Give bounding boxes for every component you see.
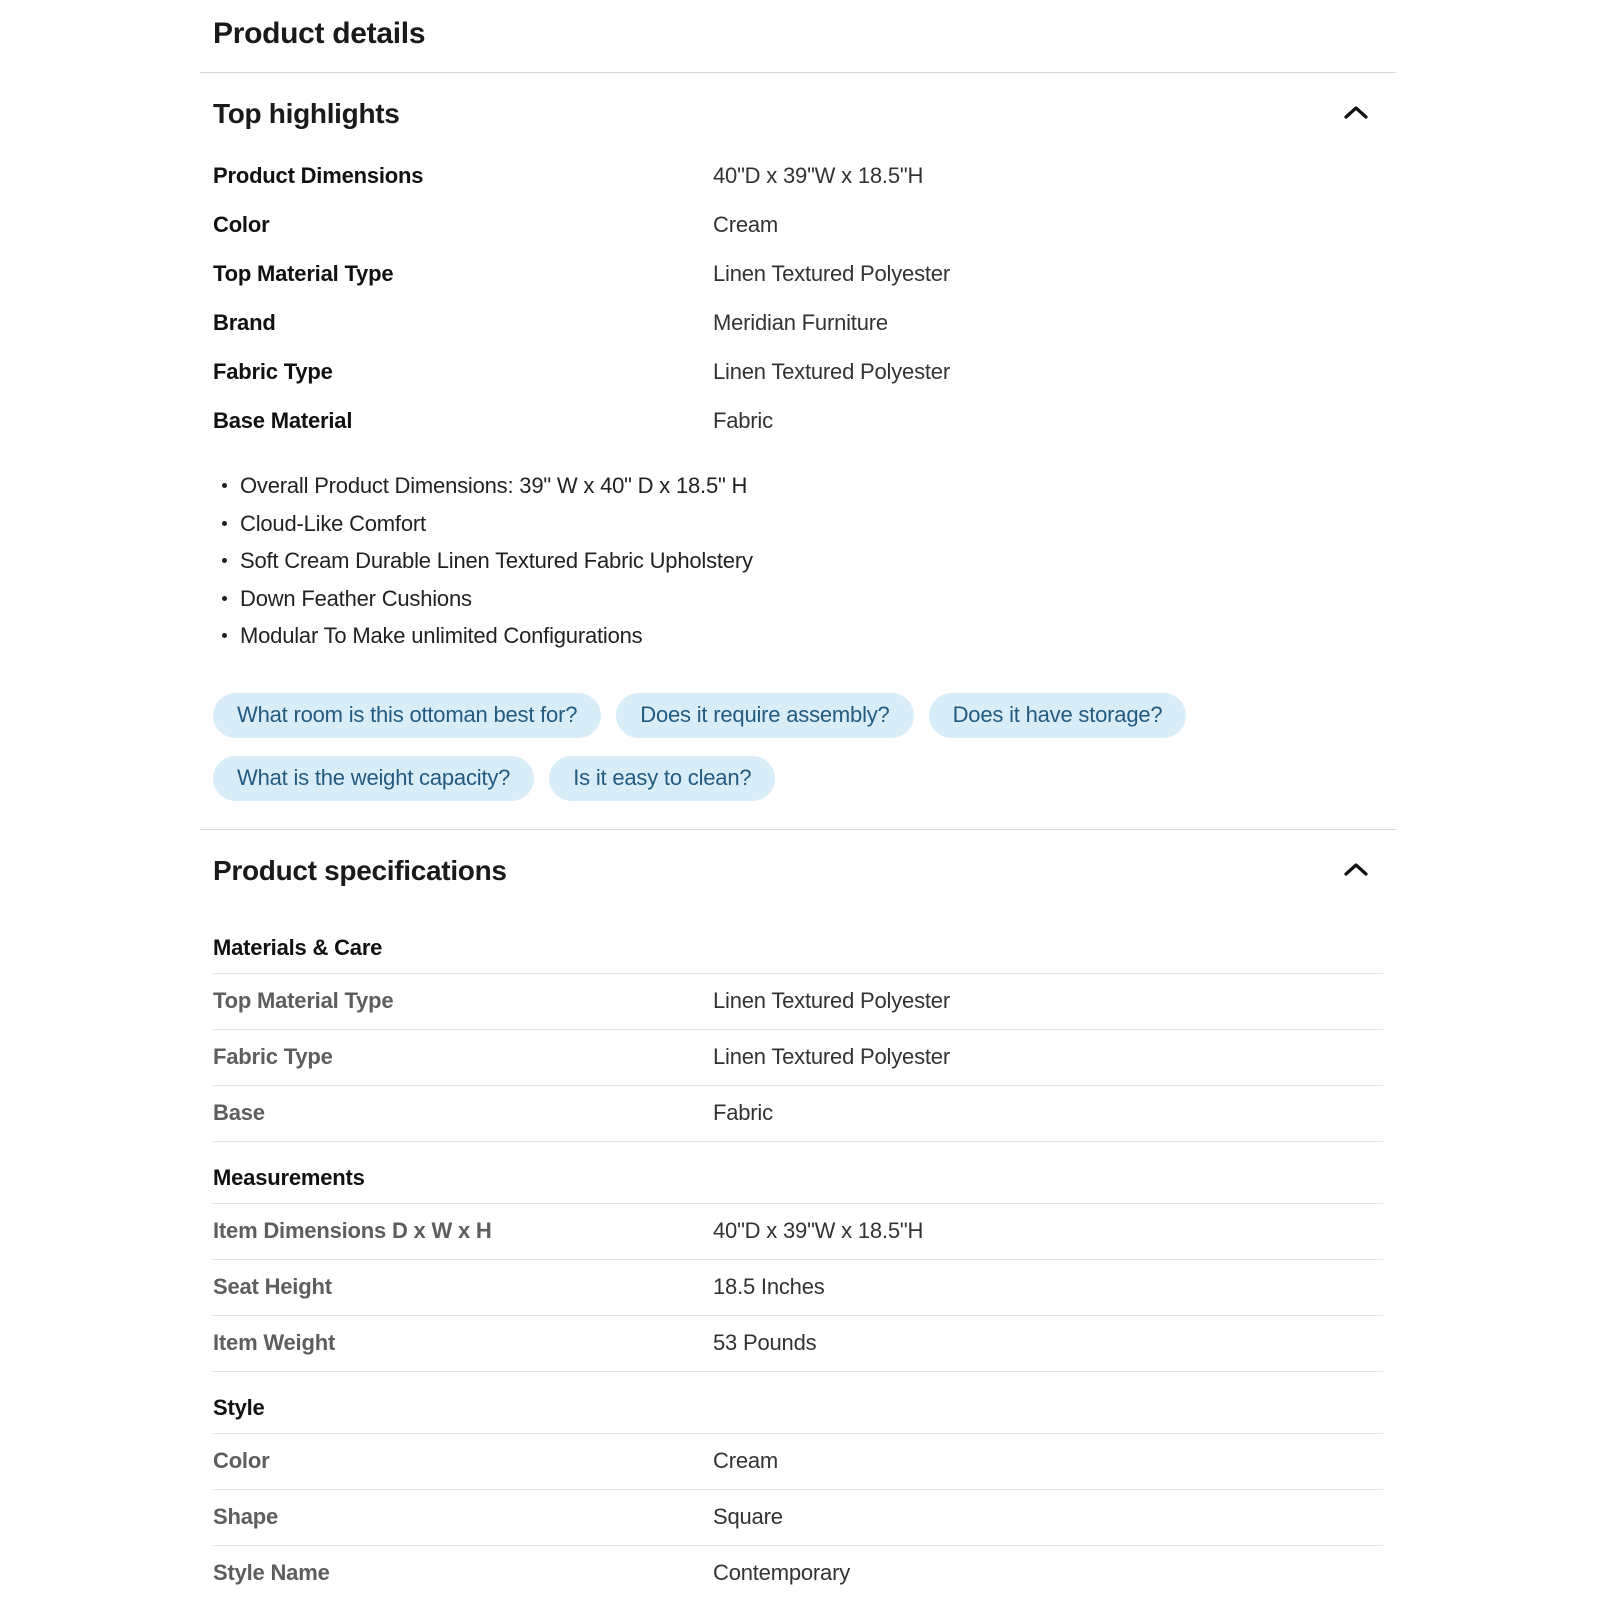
spec-value: Linen Textured Polyester bbox=[713, 1044, 950, 1069]
page-title: Product details bbox=[213, 17, 426, 50]
feature-bullet: Soft Cream Durable Linen Textured Fabric Upholstery bbox=[213, 542, 1383, 580]
spec-group-heading-style: Style bbox=[213, 1372, 1383, 1434]
product-specifications-section bbox=[200, 830, 1396, 1600]
spec-value: Square bbox=[713, 1504, 783, 1529]
spec-row bbox=[213, 1030, 1383, 1086]
spec-label: Base bbox=[213, 1100, 265, 1125]
spec-row bbox=[213, 1546, 1383, 1600]
highlight-label: Fabric Type bbox=[213, 358, 333, 384]
specification-groups bbox=[200, 912, 1396, 1600]
highlight-row bbox=[213, 396, 1383, 445]
feature-bullet: Overall Product Dimensions: 39" W x 40" D x 18.5" H bbox=[213, 467, 1383, 505]
chevron-up-icon bbox=[1343, 105, 1369, 120]
feature-bullet: Cloud-Like Comfort bbox=[213, 505, 1383, 543]
highlight-label: Top Material Type bbox=[213, 260, 394, 286]
highlight-row bbox=[213, 200, 1383, 249]
highlight-label: Brand bbox=[213, 309, 276, 335]
spec-label: Seat Height bbox=[213, 1274, 332, 1299]
highlight-value: Cream bbox=[713, 211, 779, 237]
highlight-label: Product Dimensions bbox=[213, 162, 424, 188]
top-highlights-section bbox=[200, 73, 1396, 801]
spec-row bbox=[213, 1434, 1383, 1490]
feature-bullet: Down Feather Cushions bbox=[213, 580, 1383, 618]
spec-label: Fabric Type bbox=[213, 1044, 333, 1069]
highlight-row bbox=[213, 249, 1383, 298]
spec-value: Contemporary bbox=[713, 1560, 850, 1585]
spec-row bbox=[213, 1260, 1383, 1316]
question-pill[interactable]: Does it require assembly? bbox=[616, 693, 913, 738]
highlight-value: Linen Textured Polyester bbox=[713, 358, 950, 384]
spec-label: Item Dimensions D x W x H bbox=[213, 1218, 492, 1243]
product-specifications-title: Product specifications bbox=[213, 854, 507, 886]
spec-value: Fabric bbox=[713, 1100, 773, 1125]
spec-label: Style Name bbox=[213, 1560, 330, 1585]
suggested-question-pills bbox=[200, 693, 1300, 801]
chevron-up-icon bbox=[1343, 862, 1369, 877]
spec-row bbox=[213, 974, 1383, 1030]
spec-value: Cream bbox=[713, 1448, 779, 1473]
highlights-table bbox=[200, 151, 1396, 445]
feature-bullet: Modular To Make unlimited Configurations bbox=[213, 617, 1383, 655]
highlight-row bbox=[213, 298, 1383, 347]
product-specifications-collapse-button[interactable] bbox=[1329, 856, 1383, 879]
spec-label: Top Material Type bbox=[213, 988, 394, 1013]
question-pill[interactable]: What is the weight capacity? bbox=[213, 756, 534, 801]
spec-group-heading-materials-care: Materials & Care bbox=[213, 912, 1383, 974]
top-highlights-collapse-button[interactable] bbox=[1329, 99, 1383, 122]
top-highlights-header bbox=[200, 73, 1396, 131]
highlight-row bbox=[213, 151, 1383, 200]
top-highlights-title: Top highlights bbox=[213, 98, 400, 129]
spec-value: 18.5 Inches bbox=[713, 1274, 825, 1299]
feature-bullet-list bbox=[200, 467, 1396, 655]
spec-label: Item Weight bbox=[213, 1330, 336, 1355]
spec-label: Color bbox=[213, 1448, 270, 1473]
spec-row bbox=[213, 1490, 1383, 1546]
spec-row bbox=[213, 1316, 1383, 1372]
highlight-value: Linen Textured Polyester bbox=[713, 260, 950, 286]
spec-value: 53 Pounds bbox=[713, 1330, 817, 1355]
highlight-value: Fabric bbox=[713, 407, 773, 433]
spec-value: 40"D x 39"W x 18.5"H bbox=[713, 1218, 924, 1243]
highlight-value: Meridian Furniture bbox=[713, 309, 888, 335]
highlight-row bbox=[213, 347, 1383, 396]
spec-row bbox=[213, 1086, 1383, 1142]
highlight-label: Color bbox=[213, 211, 270, 237]
spec-value: Linen Textured Polyester bbox=[713, 988, 950, 1013]
highlight-label: Base Material bbox=[213, 407, 353, 433]
spec-group-heading-measurements: Measurements bbox=[213, 1142, 1383, 1204]
question-pill[interactable]: Does it have storage? bbox=[929, 693, 1187, 738]
product-specifications-header bbox=[200, 830, 1396, 888]
spec-label: Shape bbox=[213, 1504, 279, 1529]
question-pill[interactable]: Is it easy to clean? bbox=[549, 756, 775, 801]
question-pill[interactable]: What room is this ottoman best for? bbox=[213, 693, 601, 738]
product-details-page bbox=[200, 0, 1396, 1600]
spec-row bbox=[213, 1204, 1383, 1260]
highlight-value: 40"D x 39"W x 18.5"H bbox=[713, 162, 924, 188]
